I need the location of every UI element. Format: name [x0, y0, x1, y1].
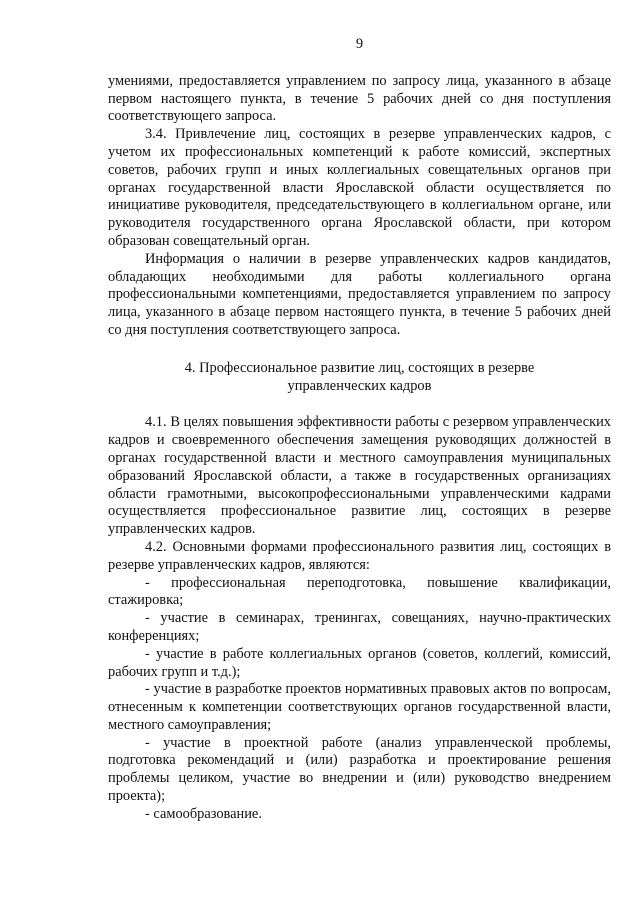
- paragraph-3-4: 3.4. Привлечение лиц, состоящих в резерве управленческих кадров, с учетом их профессиональных компетенций к работе комиссий, экспертных советов, рабочих групп и иных коллегиальных совещательных органов при органах государственной власти Ярославской области осуществляется по инициативе руководителя, председательствующего в коллегиальном органе, или руководителя государственного органа Ярославской области, при котором образован совещательный орган.: [108, 126, 611, 249]
- section-heading-line-1: 4. Профессиональное развитие лиц, состоящих в резерве: [184, 359, 535, 376]
- section-heading: [108, 360, 611, 396]
- list-item-retraining: - профессиональная переподготовка, повышение квалификации, стажировка;: [108, 574, 611, 609]
- list-item-collegial-bodies: - участие в работе коллегиальных органов (советов, коллегий, комиссий, рабочих групп и т.д.);: [108, 645, 611, 680]
- page-number: 9: [355, 36, 364, 52]
- paragraph-information: Информация о наличии в резерве управленческих кадров кандидатов, обладающих необходимыми для работы коллегиального органа профессиональными компетенциями, предоставляется управлением по запросу лица, указанного в абзаце первом настоящего пункта, в течение 5 рабочих дней со дня поступления соответствующего запроса.: [108, 250, 611, 338]
- paragraph-continuation: умениями, предоставляется управлением по запросу лица, указанного в абзаце первом настоящего пункта, в течение 5 рабочих дней со дня поступления соответствующего запроса.: [108, 72, 611, 125]
- list-item-project-work: - участие в проектной работе (анализ управленческой проблемы, подготовка рекомендаций и (или) разработка и проектирование решения проблемы целиком, участие во внедрении и (или) руководство внедрением проекта);: [108, 734, 611, 805]
- list-item-draft-acts: - участие в разработке проектов нормативных правовых актов по вопросам, отнесенным к компетенции соответствующих органов государственной власти, местного самоуправления;: [108, 681, 611, 733]
- list-item-self-education: - самообразование.: [145, 805, 262, 822]
- list-item-seminars: - участие в семинарах, тренингах, совещаниях, научно-практических конференциях;: [108, 610, 611, 644]
- paragraph-4-1: 4.1. В целях повышения эффективности работы с резервом управленческих кадров и своевременного обеспечения замещения руководящих должностей в органах государственной власти и местного самоуправления муниципальных образований Ярославской области, а также в государственных организациях области грамотными, высокопрофессиональными управленческими кадрами осуществляется профессиональное развитие лиц, состоящих в резерве управленческих кадров.: [108, 414, 611, 538]
- section-heading-line-2: управленческих кадров: [287, 377, 432, 394]
- paragraph-4-2: 4.2. Основными формами профессионального развития лиц, состоящих в резерве управленческих кадров, являются:: [108, 538, 611, 573]
